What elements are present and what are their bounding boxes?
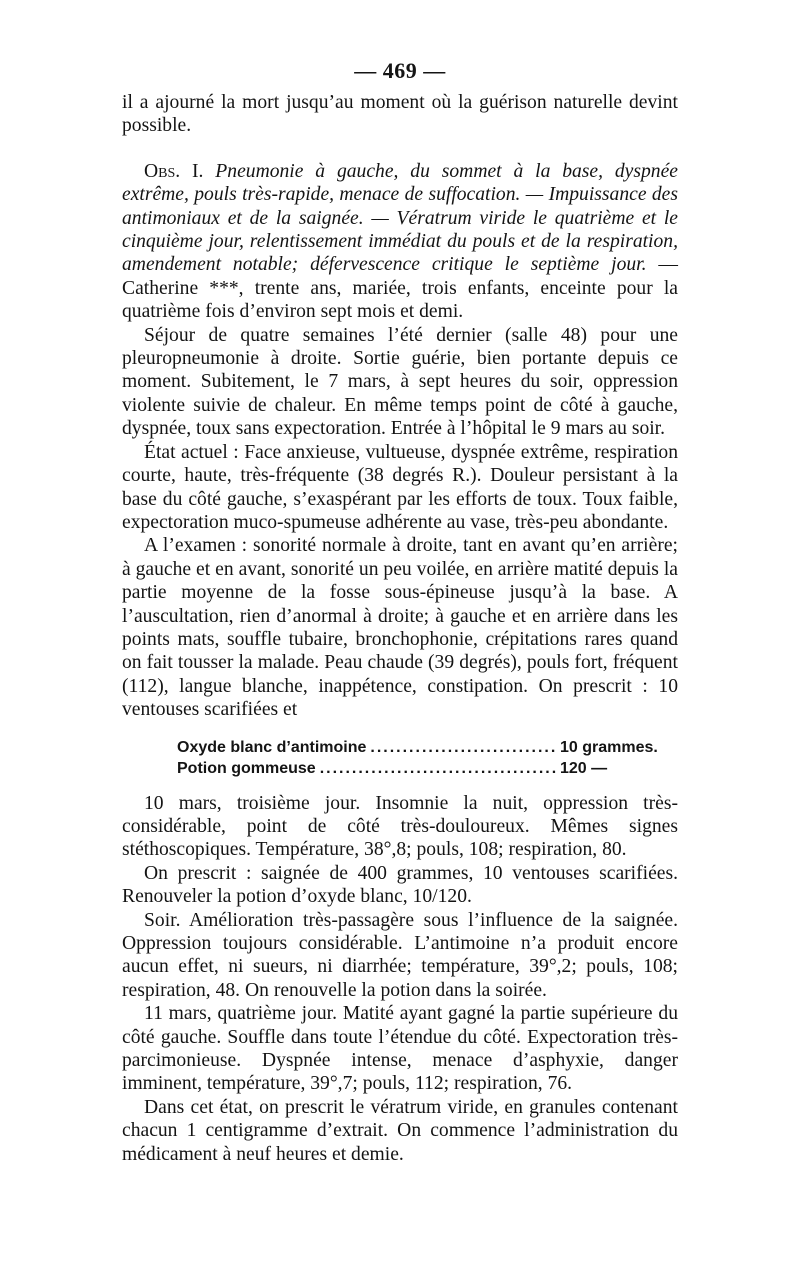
page-body xyxy=(122,91,678,1166)
prescription-amount: 10 grammes. xyxy=(560,738,658,756)
observation-title: Pneumonie à gauche, du sommet à la base, dyspnée extrême, pouls très-rapide, menace de suffocation. — Impuissance des antimoniaux et de la saignée. — Vératrum viride le quatrième et le cinquième jour, relentissement immédiat du pouls et de la respiration, amendement notable; défervescence critique le septième jour. xyxy=(122,160,678,276)
paragraph-prescription: On prescrit : saignée de 400 grammes, 10 ventouses scarifiées. Renouveler la potion d’oxyde blanc, 10/120. xyxy=(122,862,678,908)
prescription-row xyxy=(122,737,678,758)
prescription-table xyxy=(122,737,678,779)
paragraph-treatment: Dans cet état, on prescrit le vératrum viride, en granules contenant chacun 1 centigramme d’extrait. On commence l’administration du médicament à neuf heures et demie. xyxy=(122,1096,678,1165)
prescription-item: Potion gommeuse xyxy=(177,759,316,777)
prescription-row xyxy=(122,758,678,779)
paragraph-day-four: 11 mars, quatrième jour. Matité ayant gagné la partie supérieure du côté gauche. Souffle dans toute l’étendue du côté. Expectoration très-parcimonieuse. Dyspnée intense, menace d’asphyxie, danger imminent, température, 39°,7; pouls, 112; respiration, 76. xyxy=(122,1003,678,1095)
observation-heading xyxy=(122,160,678,324)
observation-label: Obs. I. xyxy=(144,160,204,182)
prescription-amount: 120 — xyxy=(560,759,608,777)
paragraph-intro: il a ajourné la mort jusqu’au moment où la guérison naturelle devint possible. xyxy=(122,92,678,137)
paragraph-evening: Soir. Amélioration très-passagère sous l’influence de la saignée. Oppression toujours considérable. L’antimoine n’a produit encore aucun effet, ni sueurs, ni diarrhée; température, 39°,2; pouls, 108; respiration, 48. On renouvelle la potion dans la soirée. xyxy=(122,909,678,1001)
paragraph-examination: A l’examen : sonorité normale à droite, tant en avant qu’en arrière; à gauche et en avant, sonorité un peu voilée, en arrière matité depuis la partie moyenne de la fosse sous-épineuse jusqu’à la base. A l’auscultation, rien d’anormal à droite; à gauche et en arrière dans les points mats, souffle tubaire, bronchophonie, crépitations rares quand on fait tousser la malade. Peau chaude (39 degrés), pouls fort, fréquent (112), langue blanche, inappétence, constipation. On prescrit : 10 ventouses scarifiées et xyxy=(122,535,678,721)
paragraph-day-three: 10 mars, troisième jour. Insomnie la nuit, oppression très-considérable, point de côté très-douloureux. Mêmes signes stéthoscopiques. Température, 38°,8; pouls, 108; respiration, 80. xyxy=(122,792,678,861)
page-number: — 469 — xyxy=(354,58,446,83)
observation-patient: — Catherine ***, trente ans, mariée, trois enfants, enceinte pour la quatrième fois d’environ sept mois et demi. xyxy=(122,254,678,323)
leader-dots xyxy=(370,737,556,758)
paragraph-current-state: État actuel : Face anxieuse, vultueuse, dyspnée extrême, respiration courte, haute, très-fréquente (38 degrés R.). Douleur persistant à la base du côté gauche, s’exaspérant par les efforts de toux. Toux faible, expectoration muco-spumeuse adhérente au vase, très-peu abondante. xyxy=(122,441,678,533)
prescription-item: Oxyde blanc d’antimoine xyxy=(177,738,367,756)
paragraph-history: Séjour de quatre semaines l’été dernier (salle 48) pour une pleuropneumonie à droite. Sortie guérie, bien portante depuis ce moment. Subitement, le 7 mars, à sept heures du soir, oppression violente suivie de chaleur. En même temps point de côté à gauche, dyspnée, toux sans expectoration. Entrée à l’hôpital le 9 mars au soir. xyxy=(122,324,678,440)
leader-dots xyxy=(320,758,556,779)
